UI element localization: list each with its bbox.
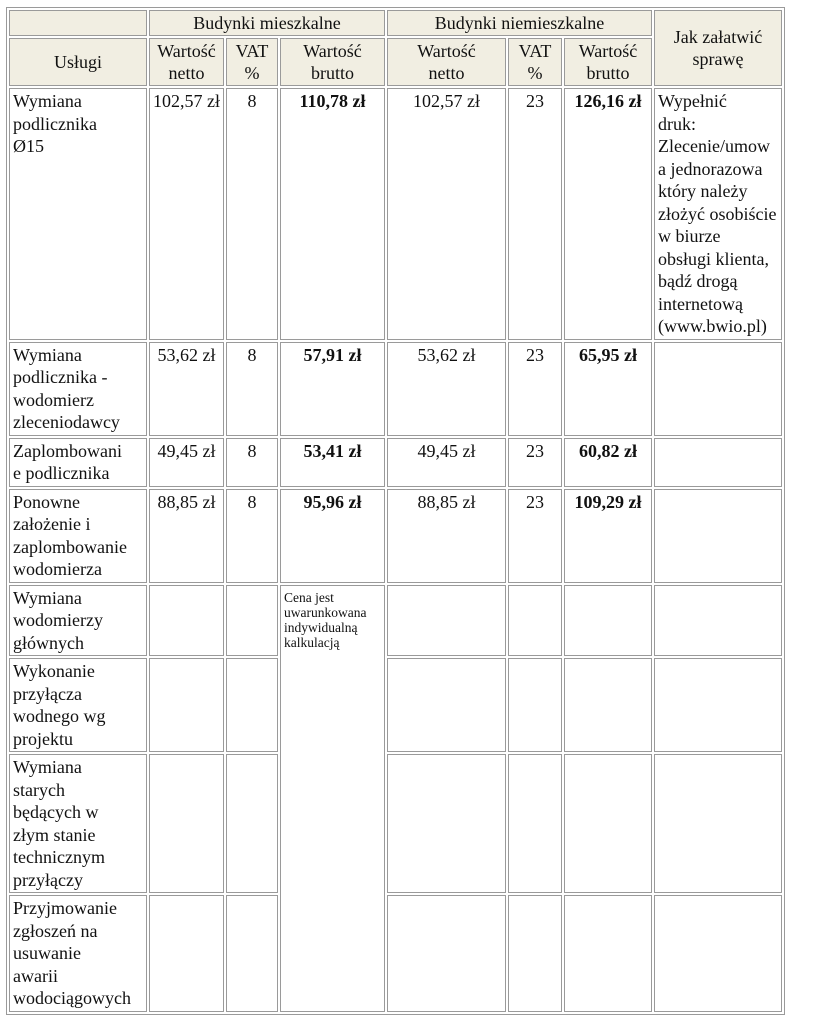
- empty-cell: [564, 895, 652, 1012]
- non-vat-value: 23: [508, 489, 562, 583]
- non-vat-value: 23: [508, 88, 562, 340]
- res-vat-value: 8: [226, 438, 278, 487]
- non-gross-value: 126,16 zł: [564, 88, 652, 340]
- service-label: Wymiana podlicznika Ø15: [9, 88, 147, 340]
- empty-cell: [654, 585, 782, 657]
- empty-cell: [654, 658, 782, 752]
- table-row: [9, 895, 782, 1012]
- non-net-value: 53,62 zł: [387, 342, 506, 436]
- empty-cell: [508, 754, 562, 893]
- table-row: [9, 754, 782, 893]
- empty-cell: [226, 585, 278, 657]
- empty-cell: [508, 585, 562, 657]
- empty-cell: [564, 585, 652, 657]
- how-to-text: Wypełnić druk: Zlecenie/umow a jednorazowa który należy złożyć osobiście w biurze obsługi klienta, bądź drogą internetową (www.bwio.pl): [654, 88, 782, 340]
- non-vat-value: 23: [508, 438, 562, 487]
- table-row: [9, 438, 782, 487]
- service-label: Ponowne założenie i zaplombowanie wodomierza: [9, 489, 147, 583]
- header-res-gross: Wartość brutto: [280, 38, 385, 86]
- service-label: Wymiana podlicznika - wodomierz zleceniodawcy: [9, 342, 147, 436]
- service-label: Wykonanie przyłącza wodnego wg projektu: [9, 658, 147, 752]
- res-net-value: 102,57 zł: [149, 88, 224, 340]
- empty-cell: [387, 895, 506, 1012]
- res-gross-value: 57,91 zł: [280, 342, 385, 436]
- empty-cell: [149, 895, 224, 1012]
- empty-cell: [387, 585, 506, 657]
- header-blank: [9, 10, 147, 36]
- table-row: [9, 489, 782, 583]
- price-table: [6, 7, 785, 1015]
- empty-cell: [654, 754, 782, 893]
- header-res-vat: VAT %: [226, 38, 278, 86]
- non-gross-value: 109,29 zł: [564, 489, 652, 583]
- empty-cell: [226, 754, 278, 893]
- table-row: [9, 658, 782, 752]
- empty-cell: [387, 754, 506, 893]
- header-nonresidential: Budynki niemieszkalne: [387, 10, 652, 36]
- non-net-value: 88,85 zł: [387, 489, 506, 583]
- res-vat-value: 8: [226, 489, 278, 583]
- header-non-gross: Wartość brutto: [564, 38, 652, 86]
- res-gross-value: 110,78 zł: [280, 88, 385, 340]
- empty-cell: [654, 438, 782, 487]
- non-vat-value: 23: [508, 342, 562, 436]
- table-row: [9, 585, 782, 657]
- table-row: [9, 342, 782, 436]
- non-net-value: 49,45 zł: [387, 438, 506, 487]
- empty-cell: [654, 489, 782, 583]
- service-label: Wymiana starych będących w złym stanie technicznym przyłączy: [9, 754, 147, 893]
- header-residential: Budynki mieszkalne: [149, 10, 385, 36]
- empty-cell: [508, 658, 562, 752]
- price-note: Cena jest uwarunkowana indywidualną kalkulacją: [280, 585, 385, 1012]
- empty-cell: [149, 585, 224, 657]
- empty-cell: [149, 658, 224, 752]
- empty-cell: [508, 895, 562, 1012]
- res-net-value: 49,45 zł: [149, 438, 224, 487]
- empty-cell: [387, 658, 506, 752]
- res-gross-value: 53,41 zł: [280, 438, 385, 487]
- service-label: Przyjmowanie zgłoszeń na usuwanie awarii wodociągowych: [9, 895, 147, 1012]
- empty-cell: [226, 895, 278, 1012]
- service-label: Wymiana wodomierzy głównych: [9, 585, 147, 657]
- res-vat-value: 8: [226, 88, 278, 340]
- empty-cell: [564, 754, 652, 893]
- empty-cell: [654, 895, 782, 1012]
- res-net-value: 53,62 zł: [149, 342, 224, 436]
- header-service: Usługi: [9, 38, 147, 86]
- res-vat-value: 8: [226, 342, 278, 436]
- empty-cell: [564, 658, 652, 752]
- header-res-net: Wartość netto: [149, 38, 224, 86]
- service-label: Zaplombowani e podlicznika: [9, 438, 147, 487]
- empty-cell: [149, 754, 224, 893]
- header-non-net: Wartość netto: [387, 38, 506, 86]
- empty-cell: [226, 658, 278, 752]
- non-gross-value: 65,95 zł: [564, 342, 652, 436]
- empty-cell: [654, 342, 782, 436]
- header-non-vat: VAT %: [508, 38, 562, 86]
- header-how: Jak załatwić sprawę: [654, 10, 782, 86]
- table-row: [9, 88, 782, 340]
- res-gross-value: 95,96 zł: [280, 489, 385, 583]
- res-net-value: 88,85 zł: [149, 489, 224, 583]
- non-net-value: 102,57 zł: [387, 88, 506, 340]
- non-gross-value: 60,82 zł: [564, 438, 652, 487]
